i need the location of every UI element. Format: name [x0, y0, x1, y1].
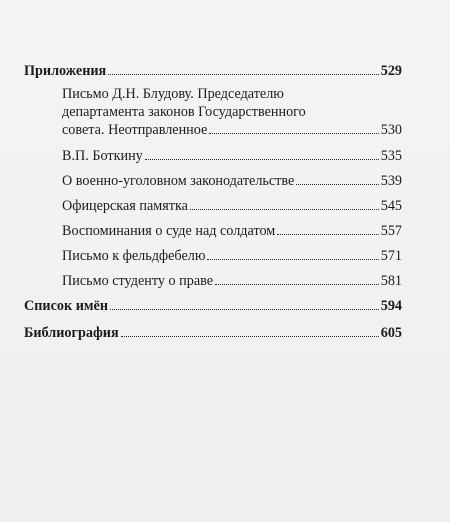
- toc-entry-title: Список имён: [24, 298, 109, 314]
- toc-page-number: 605: [380, 325, 402, 341]
- toc-entry-title: Офицерская памятка: [62, 198, 188, 214]
- dot-leader: [145, 159, 379, 160]
- toc-entry-title-line: департамента законов Государственного: [62, 103, 306, 120]
- dot-leader: [296, 184, 378, 185]
- toc-entry-military-law[interactable]: [24, 172, 402, 190]
- toc-entry-names-index[interactable]: [24, 297, 402, 315]
- toc-entry-botkin[interactable]: [24, 147, 402, 165]
- toc-page-number: 557: [380, 223, 402, 239]
- table-of-contents: [24, 62, 402, 342]
- toc-entry-title-line: Письмо Д.Н. Блудову. Председателю: [62, 86, 284, 102]
- toc-entry-letter-bludov[interactable]: [24, 86, 402, 139]
- dot-leader: [277, 234, 378, 235]
- toc-entry-trial-memoir[interactable]: [24, 222, 402, 240]
- dot-leader: [209, 133, 378, 134]
- toc-entry-title-line: совета. Неотправленное: [62, 122, 208, 138]
- dot-leader: [108, 74, 378, 75]
- toc-page-number: 535: [380, 148, 402, 164]
- toc-entry-student-letter[interactable]: [24, 272, 402, 290]
- toc-entry-appendix[interactable]: [24, 62, 402, 80]
- toc-page-number: 571: [380, 248, 402, 264]
- toc-entry-title: Письмо студенту о праве: [62, 273, 214, 289]
- toc-entry-officer-memo[interactable]: [24, 197, 402, 215]
- dot-leader: [190, 209, 379, 210]
- dot-leader: [215, 284, 379, 285]
- toc-entry-title: Письмо к фельдфебелю: [62, 248, 206, 264]
- dot-leader: [207, 259, 378, 260]
- toc-entry-title: О военно-уголовном законодательстве: [62, 173, 295, 189]
- toc-page-number: 594: [380, 298, 402, 314]
- toc-page-number: 530: [380, 122, 402, 138]
- toc-entry-title: Воспоминания о суде над солдатом: [62, 223, 276, 239]
- toc-entry-title: В.П. Боткину: [62, 148, 143, 164]
- toc-page-number: 545: [380, 198, 402, 214]
- dot-leader: [121, 336, 379, 337]
- toc-entry-sergeant-letter[interactable]: [24, 247, 402, 265]
- toc-entry-title: Приложения: [24, 63, 107, 79]
- toc-page-number: 529: [380, 63, 402, 79]
- toc-entry-title: Библиография: [24, 325, 119, 341]
- toc-page-number: 581: [380, 273, 402, 289]
- toc-entry-bibliography[interactable]: [24, 324, 402, 342]
- toc-page-number: 539: [380, 173, 402, 189]
- dot-leader: [110, 309, 379, 310]
